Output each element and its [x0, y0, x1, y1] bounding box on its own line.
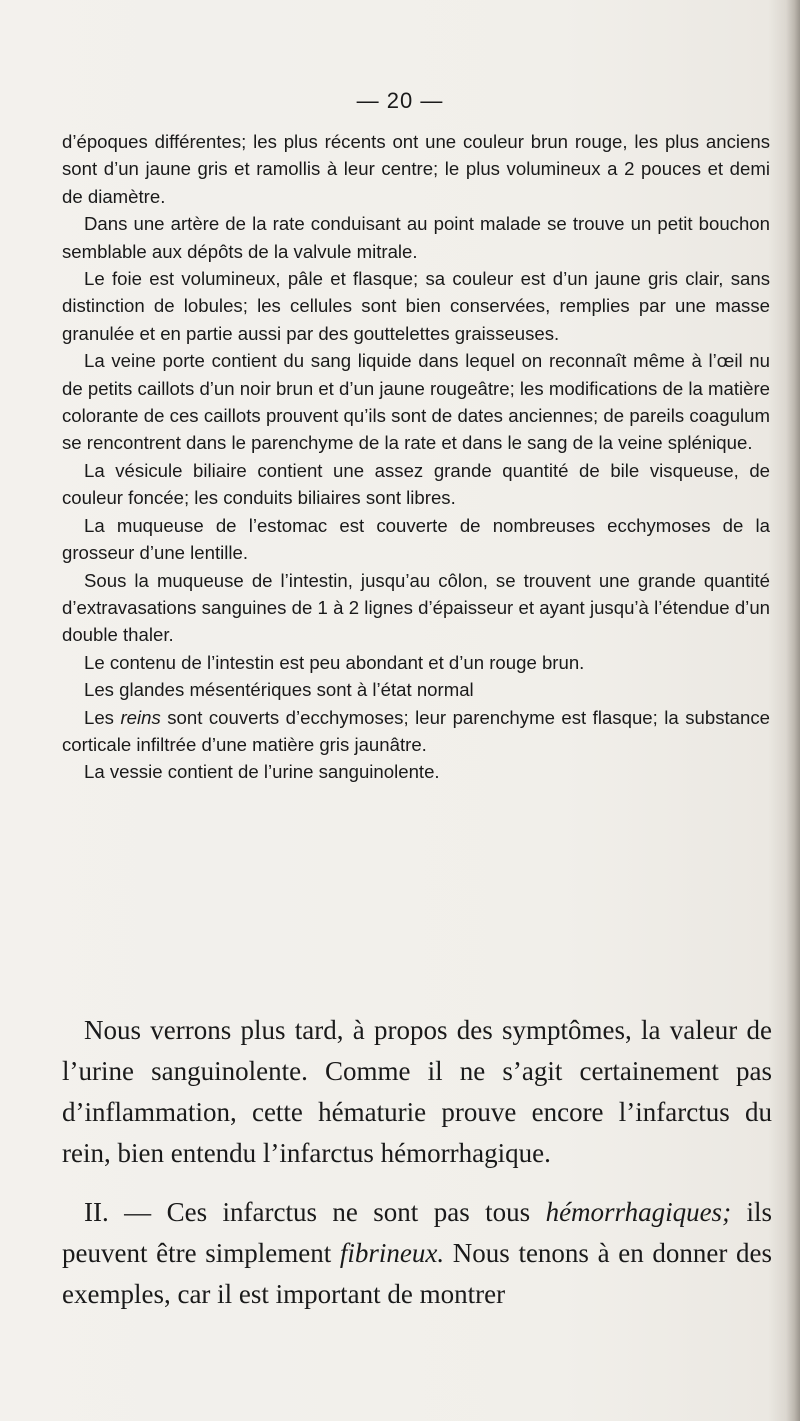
paragraph-vessie: La vessie contient de l’urine sanguinolente. [84, 761, 440, 783]
paragraph-glandes: Les glandes mésentériques sont à l’état normal [84, 679, 474, 701]
section-italic-hemorrhagiques: hémorrhagiques; [545, 1197, 732, 1227]
paragraph-foie: Le foie est volumineux, pâle et flasque; sa couleur est d’un jaune gris clair, sans distinction de lobules; les cellules sont bien conservées, remplies par une masse granulée et en partie aussi par des gouttelettes graisseuses. [62, 268, 770, 344]
paragraph-intestin-muqueuse: Sous la muqueuse de l’intestin, jusqu’au côlon, se trouvent une grande quantité d’extravasations sanguines de 1 à 2 lignes d’épaisseur et ayant jusqu’à l’étendue d’un double thaler. [62, 569, 770, 646]
reins-prefix: Les [84, 706, 121, 728]
paragraph-veine-porte: La veine porte contient du sang liquide dans lequel on reconnaît même à l’œil nu de petits caillots d’un noir brun et d’un jaune rougeâtre; les modifications de la matière colorante de ces caillots prouvent qu’ils sont de dates anciennes; de pareils coagulum se rencontrent dans le parenchyme de la rate et dans le sang de la veine splénique. [62, 350, 771, 454]
paragraph-estomac: La muqueuse de l’estomac est couverte de nombreuses ecchymoses de la grosseur d’une lentille. [62, 514, 770, 564]
paragraph-infarctus-fibrineux [62, 1192, 772, 1315]
section-part2: ils peuvent être simplement [62, 1197, 772, 1268]
section-part1: II. — Ces infarctus ne sont pas tous [84, 1197, 546, 1227]
paragraph-intestin-contenu: Le contenu de l’intestin est peu abondant et d’un rouge brun. [84, 651, 585, 673]
large-print-block [62, 1010, 772, 1315]
small-print-block [62, 128, 770, 786]
paragraph-vesicule: La vésicule biliaire contient une assez grande quantité de bile visqueuse, de couleur foncée; les conduits biliaires sont libres. [62, 459, 770, 509]
section-italic-fibrineux: fibrineux. [339, 1238, 445, 1268]
paragraph-urine-sanguinolente: Nous verrons plus tard, à propos des symptômes, la valeur de l’urine sanguinolente. Comme il ne s’agit certainement pas d’inflammation, cette hématurie prouve encore l’infarctus du rein, bien entendu l’infarctus hémorrhagique. [62, 1015, 772, 1168]
reins-rest: sont couverts d’ecchymoses; leur parenchyme est flasque; la substance corticale infiltrée d’une matière gris jaunâtre. [62, 706, 770, 755]
page-number: — 20 — [356, 88, 444, 113]
paragraph-artere: Dans une artère de la rate conduisant au point malade se trouve un petit bouchon semblable aux dépôts de la valvule mitrale. [62, 213, 770, 262]
page-edge-shadow [786, 0, 800, 1421]
paragraph-reins [62, 704, 770, 759]
reins-italic: reins [120, 706, 161, 728]
section-part3: Nous tenons à en donner des exemples, car il est important de montrer [62, 1238, 772, 1309]
paragraph-continuation: d’époques différentes; les plus récents ont une couleur brun rouge, les plus anciens sont d’un jaune gris et ramollis à leur centre; le plus volumineux a 2 pouces et demi de diamètre. [62, 131, 770, 207]
